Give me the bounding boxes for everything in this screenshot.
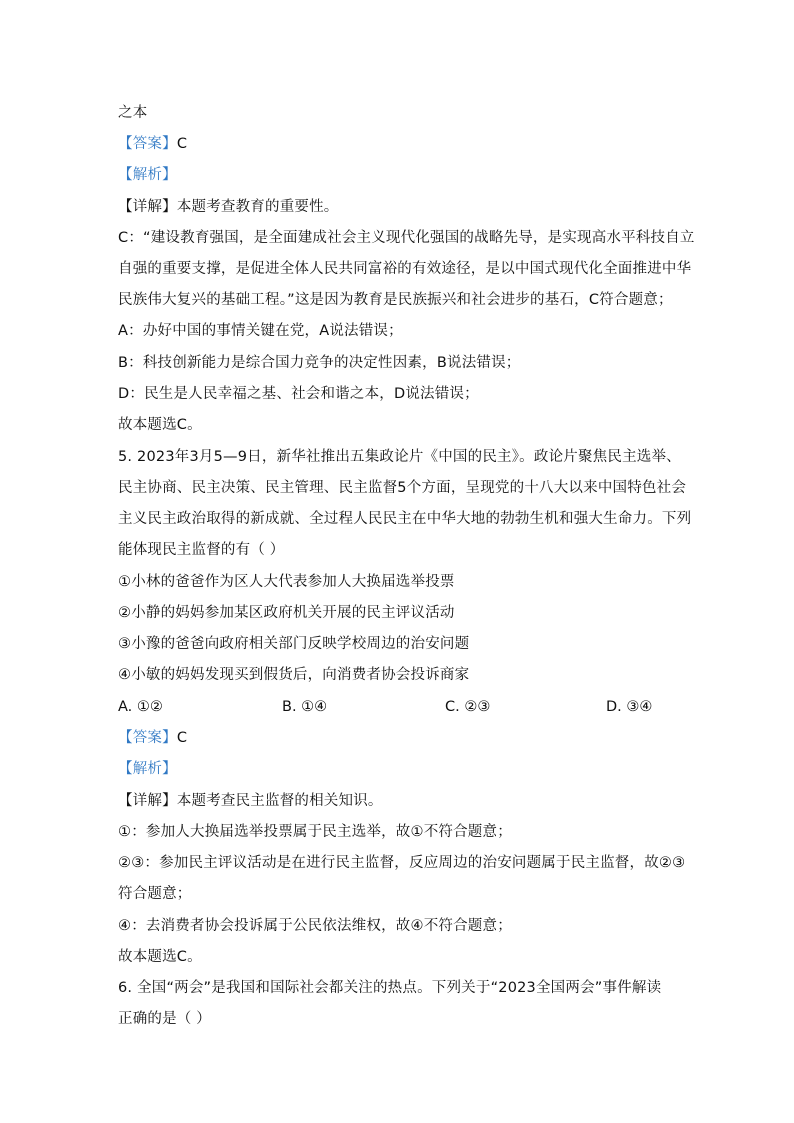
q5-option-b: B. ①④ bbox=[282, 699, 328, 715]
q5-option-d: D. ③④ bbox=[606, 699, 653, 715]
q4-continuation: 之本 bbox=[118, 105, 148, 121]
q5-item: ④小敏的妈妈发现买到假货后，向消费者协会投诉商家 bbox=[118, 667, 470, 683]
q5-explanation-line: 故本题选C。 bbox=[118, 949, 202, 965]
answer-value: C bbox=[176, 136, 188, 152]
q5-answer bbox=[118, 728, 678, 748]
q5-option-c: C. ②③ bbox=[445, 699, 491, 715]
q4-explanation-line: 故本题选C。 bbox=[118, 417, 202, 433]
q5-analysis-label: 【解析】 bbox=[118, 761, 177, 777]
q5-stem-line: 民主协商、民主决策、民主管理、民主监督5个方面，呈现党的十八大以来中国特色社会 bbox=[118, 480, 687, 496]
q6-stem-line: 6. 全国“两会”是我国和国际社会都关注的热点。下列关于“2023全国两会”事件解读 bbox=[118, 980, 662, 996]
q4-analysis-label: 【解析】 bbox=[118, 167, 177, 183]
detail-intro: 本题考查民主监督的相关知识。 bbox=[176, 793, 383, 809]
detail-label: 【详解】 bbox=[118, 199, 177, 215]
q4-explanation-line: B：科技创新能力是综合国力竞争的决定性因素，B说法错误； bbox=[118, 355, 521, 371]
q5-item: ③小豫的爸爸向政府相关部门反映学校周边的治安问题 bbox=[118, 636, 470, 652]
q4-detail bbox=[118, 197, 678, 217]
q5-explanation-line: ①：参加人大换届选举投票属于民主选举，故①不符合题意； bbox=[118, 824, 512, 840]
q5-detail bbox=[118, 791, 678, 811]
q5-item: ①小林的爸爸作为区人大代表参加人大换届选举投票 bbox=[118, 574, 455, 590]
q4-answer bbox=[118, 134, 678, 154]
detail-intro: 本题考查教育的重要性。 bbox=[176, 199, 339, 215]
answer-label: 【答案】 bbox=[118, 136, 177, 152]
q5-stem-line: 5. 2023年3月5—9日，新华社推出五集政论片《中国的民主》。政论片聚焦民主选举、 bbox=[118, 449, 681, 465]
q4-explanation-line: D：民生是人民幸福之基、社会和谐之本，D说法错误； bbox=[118, 386, 479, 402]
q5-explanation-line: ②③：参加民主评议活动是在进行民主监督，反应周边的治安问题属于民主监督，故②③ bbox=[118, 855, 686, 871]
q4-explanation-line: 民族伟大复兴的基础工程。”这是因为教育是民族振兴和社会进步的基石，C符合题意； bbox=[118, 292, 673, 308]
q5-explanation-line: 符合题意； bbox=[118, 886, 192, 902]
q5-stem-line: 能体现民主监督的有（ ） bbox=[118, 542, 285, 558]
q6-stem-line: 正确的是（ ） bbox=[118, 1011, 212, 1027]
q5-explanation-line: ④：去消费者协会投诉属于公民依法维权，故④不符合题意； bbox=[118, 918, 512, 934]
q4-explanation-line: A：办好中国的事情关键在党，A说法错误； bbox=[118, 323, 403, 339]
answer-value: C bbox=[176, 730, 188, 746]
q5-stem-line: 主义民主政治取得的新成就、全过程人民民主在中华大地的勃勃生机和强大生命力。下列 bbox=[118, 511, 692, 527]
q5-item: ②小静的妈妈参加某区政府机关开展的民主评议活动 bbox=[118, 605, 455, 621]
q5-option-a: A. ①② bbox=[118, 699, 163, 715]
detail-label: 【详解】 bbox=[118, 793, 177, 809]
q4-explanation-line: 自强的重要支撑，是促进全体人民共同富裕的有效途径，是以中国式现代化全面推进中华 bbox=[118, 261, 692, 277]
q4-explanation-line: C：“建设教育强国，是全面建成社会主义现代化强国的战略先导，是实现高水平科技自立 bbox=[118, 230, 695, 246]
answer-label: 【答案】 bbox=[118, 730, 177, 746]
